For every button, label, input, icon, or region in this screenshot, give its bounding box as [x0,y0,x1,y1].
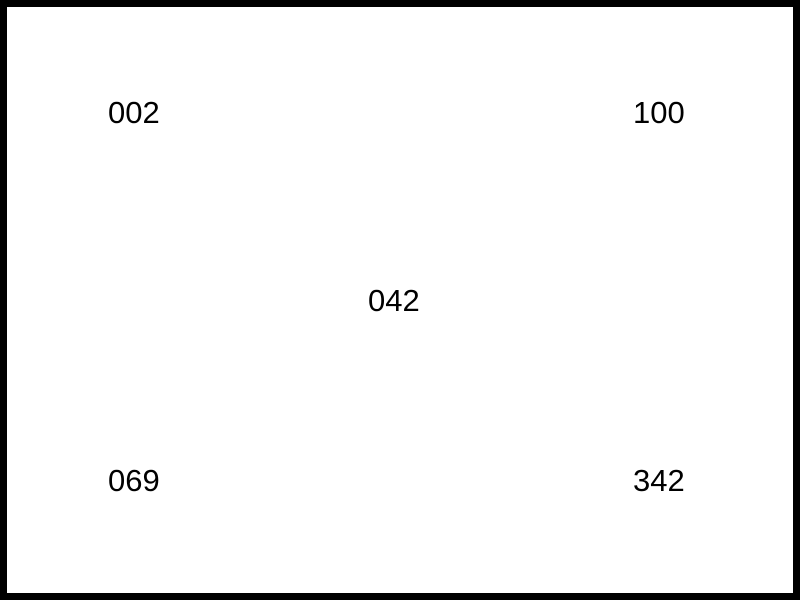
number-label-bottom-left: 069 [108,463,160,498]
number-label-top-right: 100 [633,95,685,130]
number-label-top-left: 002 [108,95,160,130]
number-label-bottom-right: 342 [633,463,685,498]
number-label-center: 042 [368,283,420,318]
